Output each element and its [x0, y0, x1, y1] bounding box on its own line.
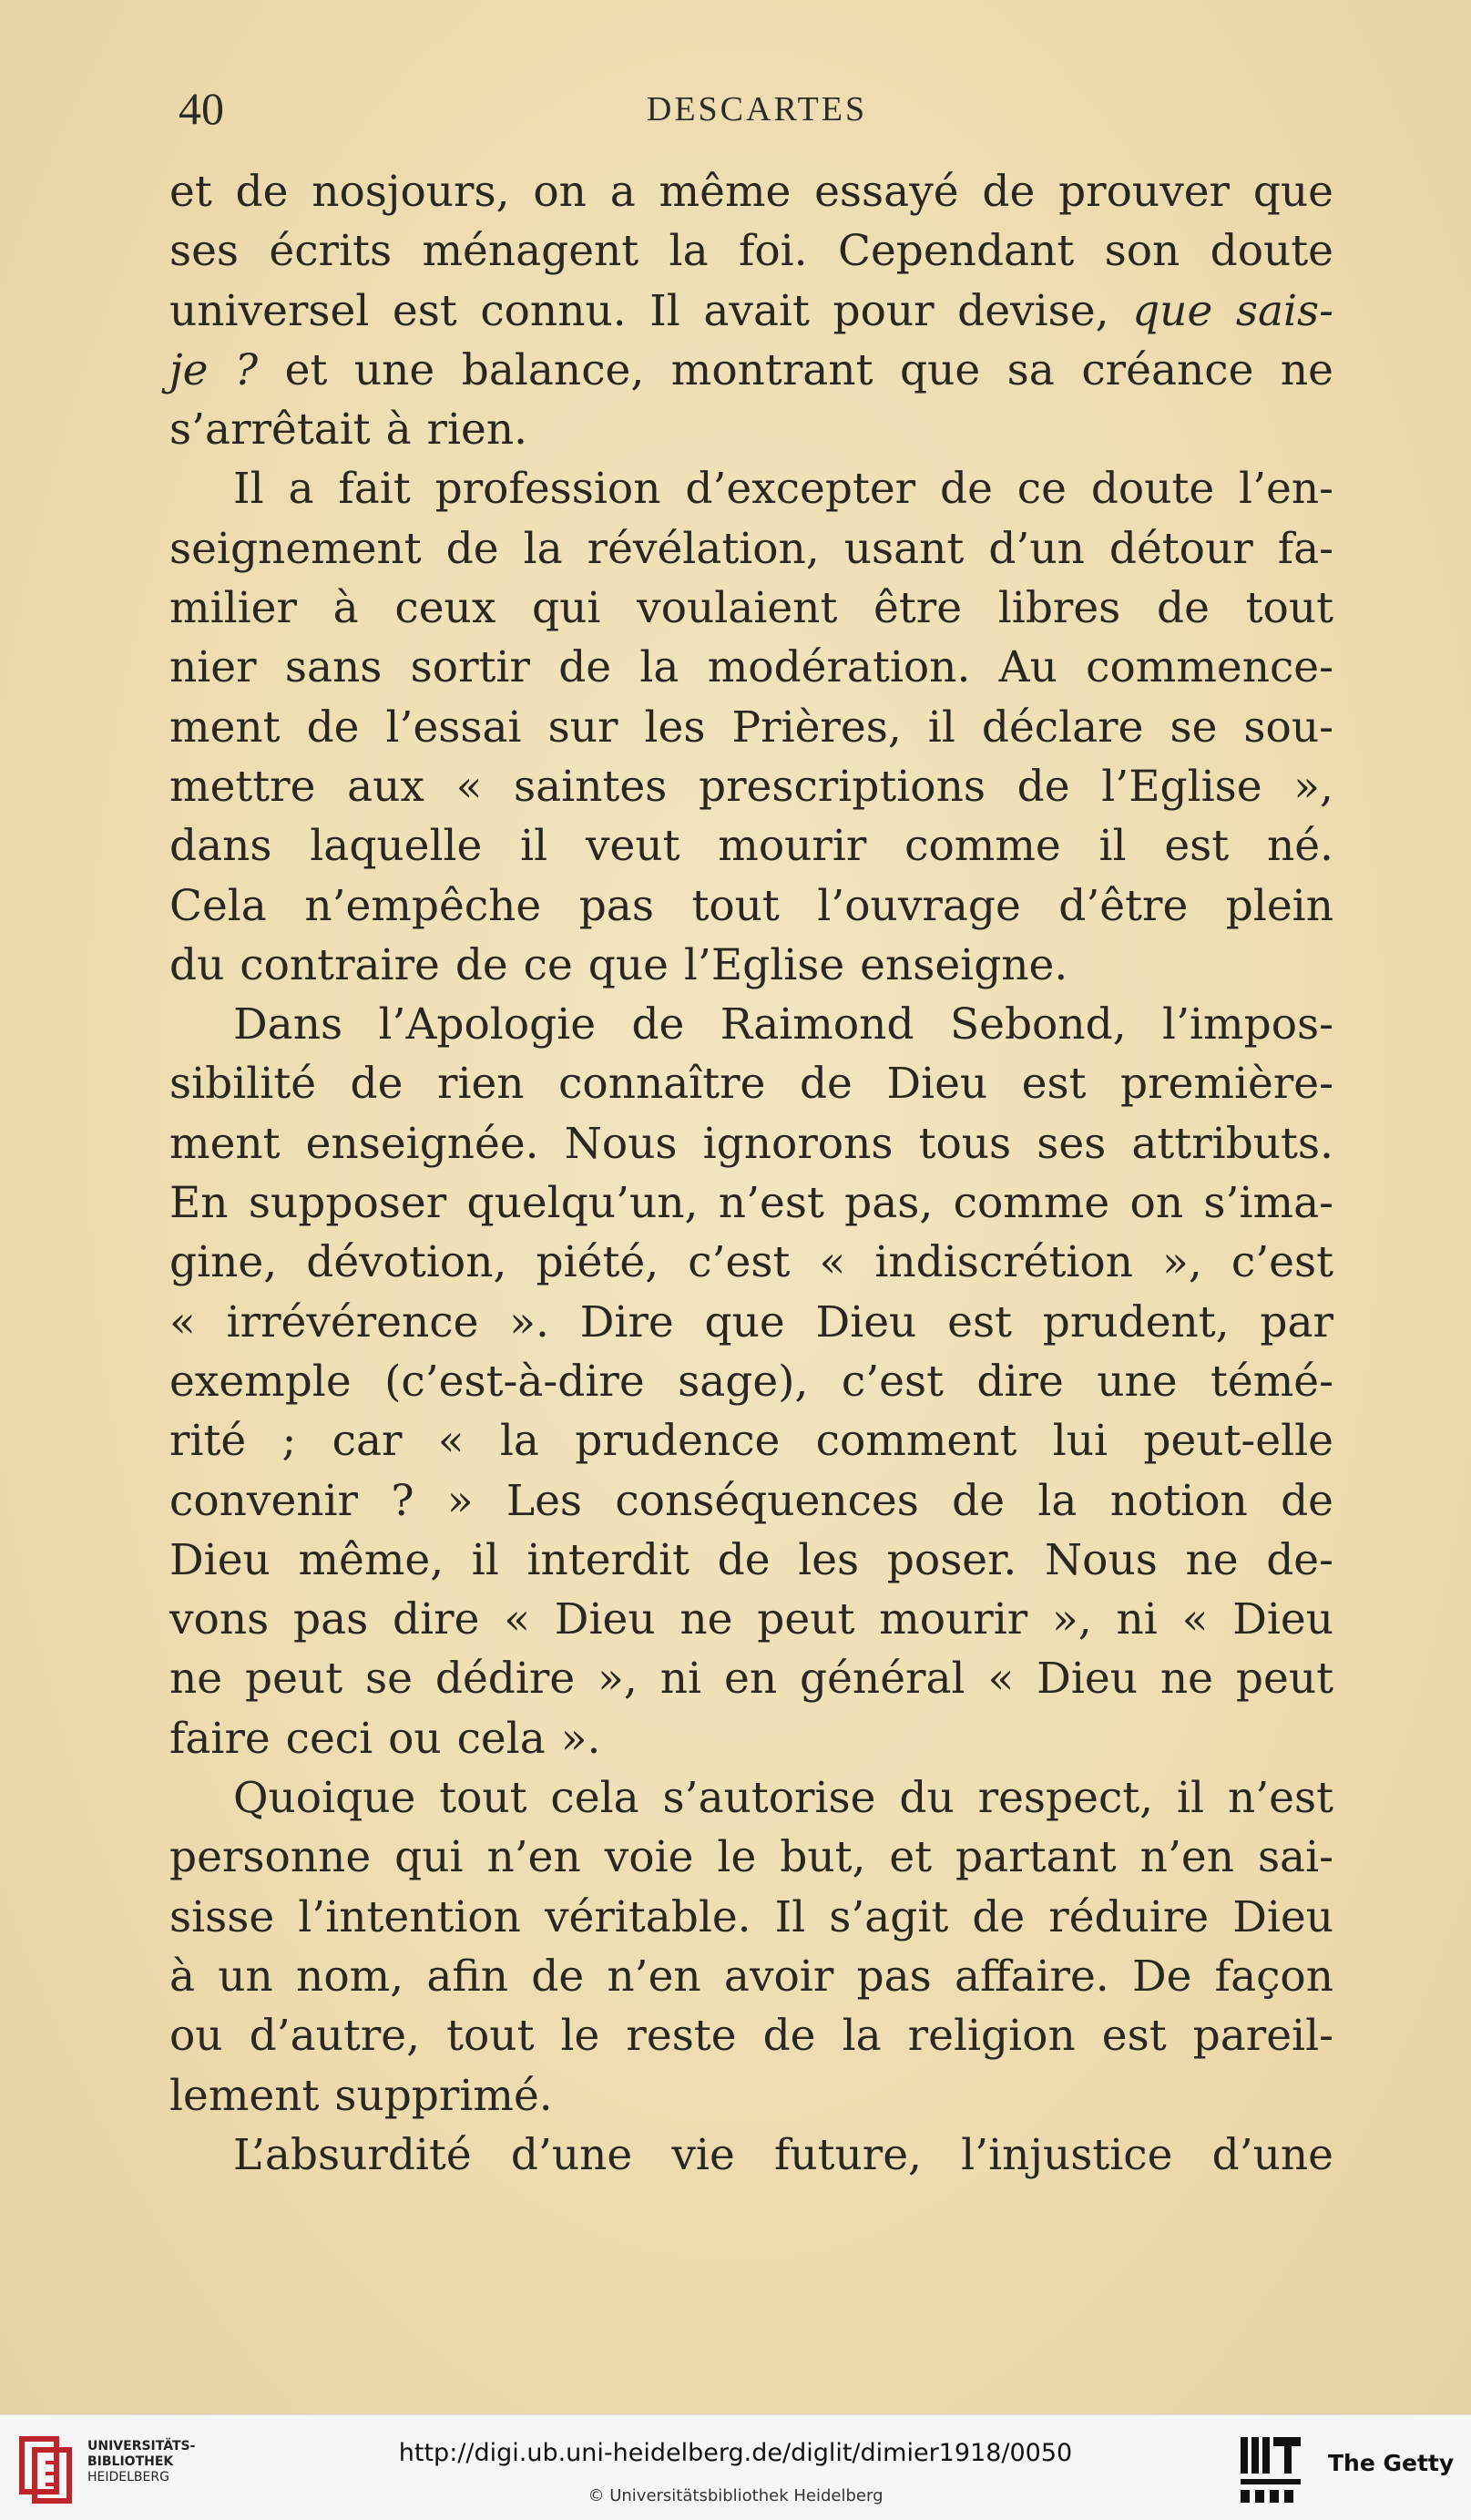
text-line — [169, 2126, 1333, 2185]
italic-text-run: je ? — [169, 344, 259, 395]
text-run: et une balance, montrant que sa créance ne — [258, 344, 1333, 395]
running-head-title: DESCARTES — [646, 90, 868, 128]
text-run: L’absurdité d’une vie future, l’injustice d’une — [233, 2129, 1333, 2180]
library-name-line: BIBLIOTHEK — [87, 2454, 174, 2469]
text-line — [169, 459, 1333, 518]
text-run: ses écrits ménagent la foi. Cependant son doute — [169, 226, 1333, 277]
text-line — [169, 579, 1333, 638]
text-line — [169, 1649, 1333, 1708]
text-line — [169, 1947, 1333, 2006]
text-run: nier sans sortir de la modération. Au commence- — [169, 642, 1333, 693]
italic-text-run: que sais- — [1132, 285, 1333, 336]
text-line — [169, 1054, 1333, 1113]
text-line — [169, 341, 1333, 400]
text-run: et de nosjours, on a même essayé de prouver que — [169, 167, 1333, 217]
text-line — [169, 1471, 1333, 1531]
text-run: Dans l’Apologie de Raimond Sebond, l’impos- — [233, 999, 1333, 1050]
text-line — [169, 1531, 1333, 1590]
text-line — [169, 1233, 1333, 1292]
text-line — [169, 400, 1333, 459]
text-line — [169, 519, 1333, 579]
text-run: Cela n’empêche pas tout l’ouvrage d’être plein — [169, 880, 1333, 931]
text-run: Dieu même, il interdit de les poser. Nous ne de- — [169, 1534, 1333, 1585]
getty-name: The Getty — [1328, 2450, 1455, 2476]
text-line — [169, 1352, 1333, 1411]
text-line — [169, 757, 1333, 816]
text-run: ou d’autre, tout le reste de la religion est pareil- — [169, 2011, 1333, 2062]
text-run: Il a fait profession d’excepter de ce doute l’en- — [233, 464, 1333, 515]
text-run: à un nom, afin de n’en avoir pas affaire. De façon — [169, 1951, 1333, 2002]
text-run: convenir ? » Les conséquences de la notion de — [169, 1475, 1333, 1526]
text-run: personne qui n’en voie le but, et partant n’en sai- — [169, 1832, 1333, 1883]
text-run: En supposer quelqu’un, n’est pas, comme on s’ima- — [169, 1178, 1333, 1229]
body-text — [169, 162, 1333, 2185]
text-run: ne peut se dédire », ni en général « Dieu ne peut — [169, 1654, 1333, 1705]
text-run: ment enseignée. Nous ignorons tous ses attributs. — [169, 1118, 1333, 1169]
text-line — [169, 221, 1333, 281]
text-run: lement supprimé. — [169, 2070, 553, 2121]
text-line — [169, 995, 1333, 1054]
text-line — [169, 1888, 1333, 1947]
text-line — [169, 936, 1333, 995]
text-run: du contraire de ce que l’Eglise enseigne. — [169, 939, 1068, 990]
text-run: seignement de la révélation, usant d’un détour fa- — [169, 523, 1333, 574]
text-line — [169, 698, 1333, 757]
text-line — [169, 1293, 1333, 1352]
text-line — [169, 282, 1333, 341]
text-run: Quoique tout cela s’autorise du respect, il n’est — [233, 1773, 1333, 1824]
text-run: faire ceci ou cela ». — [169, 1713, 601, 1764]
text-line — [169, 1173, 1333, 1233]
text-run: vons pas dire « Dieu ne peut mourir », ni « Dieu — [169, 1594, 1333, 1645]
text-run: sisse l’intention véritable. Il s’agit de réduire Dieu — [169, 1891, 1333, 1942]
text-run: « irrévérence ». Dire que Dieu est prudent, par — [169, 1296, 1333, 1347]
text-run: gine, dévotion, piété, c’est « indiscrétion », c’est — [169, 1237, 1333, 1288]
text-run: ment de l’essai sur les Prières, il déclare se sou- — [169, 702, 1333, 753]
copyright-notice: © Universitätsbibliothek Heidelberg — [587, 2486, 884, 2505]
text-line — [169, 1590, 1333, 1649]
text-line — [169, 876, 1333, 936]
text-line — [169, 162, 1333, 221]
text-line — [169, 2006, 1333, 2065]
running-head — [179, 77, 1335, 140]
text-run: sibilité de rien connaître de Dieu est première- — [169, 1059, 1333, 1110]
text-run: mettre aux « saintes prescriptions de l’Eglise », — [169, 761, 1333, 812]
page-number: 40 — [179, 83, 224, 134]
text-line — [169, 1709, 1333, 1768]
getty-logo-icon — [1239, 2433, 1302, 2506]
text-run: dans laquelle il veut mourir comme il est né. — [169, 821, 1333, 872]
text-line — [169, 1768, 1333, 1828]
permalink-url[interactable]: http://digi.ub.uni-heidelberg.de/diglit/dimier1918/0050 — [398, 2439, 1073, 2467]
text-run: exemple (c’est-à-dire sage), c’est dire une témé- — [169, 1356, 1333, 1407]
text-run: milier à ceux qui voulaient être libres de tout — [169, 583, 1333, 634]
text-line — [169, 638, 1333, 697]
text-line — [169, 1828, 1333, 1887]
library-name-line: UNIVERSITÄTS- — [87, 2439, 196, 2453]
text-line — [169, 2066, 1333, 2126]
text-line — [169, 1411, 1333, 1470]
footer-bar — [0, 2414, 1471, 2520]
text-line — [169, 816, 1333, 876]
library-name-line: HEIDELBERG — [87, 2470, 169, 2484]
text-run: rité ; car « la prudence comment lui peut-elle — [169, 1416, 1333, 1467]
text-run: universel est connu. Il avait pour devise, — [169, 285, 1133, 336]
text-run: s’arrêtait à rien. — [169, 405, 528, 456]
text-line — [169, 1114, 1333, 1173]
